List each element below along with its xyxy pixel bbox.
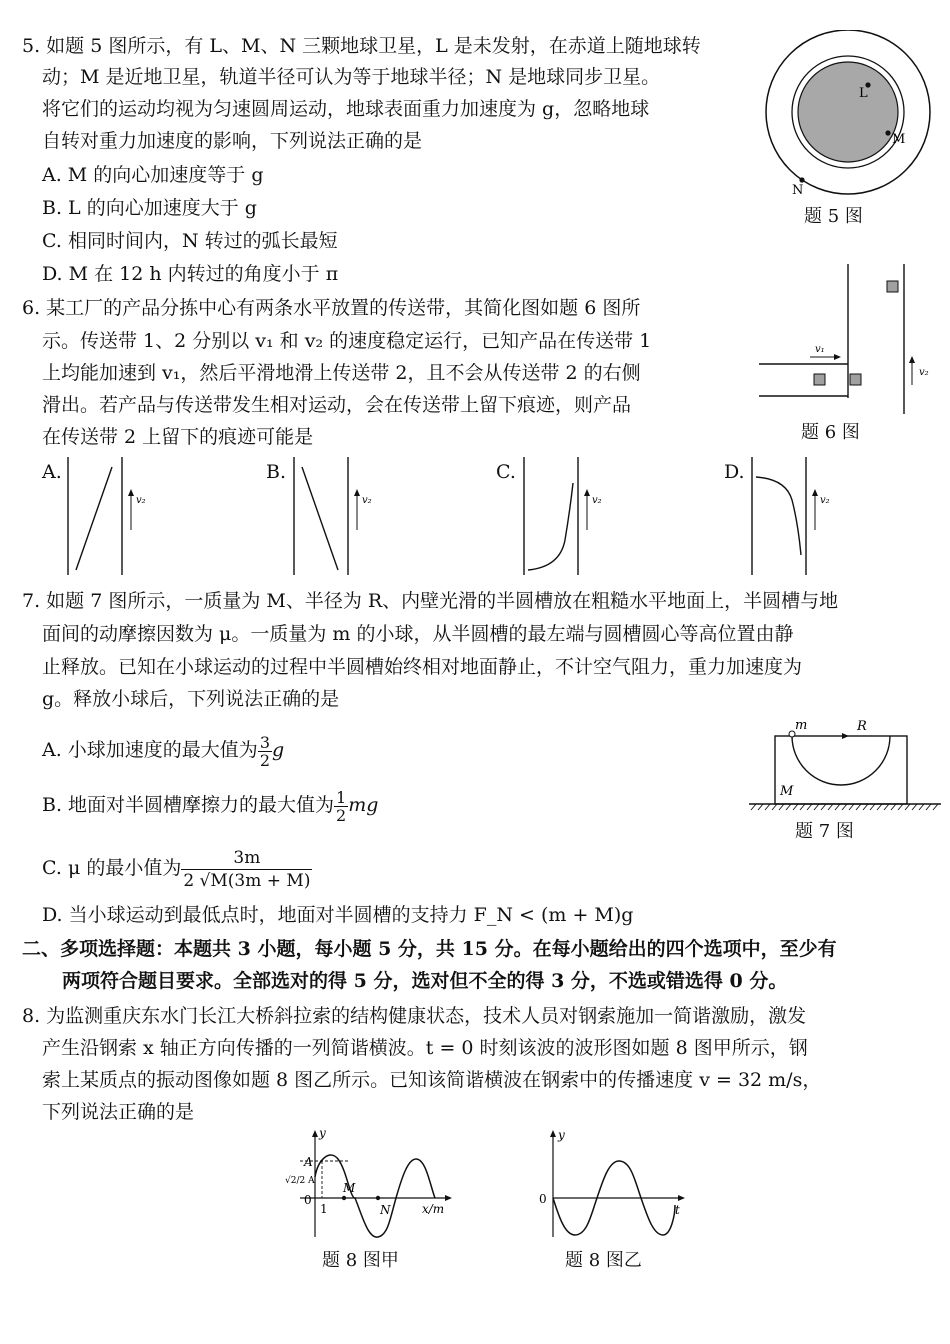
q6-line-3: 上均能加速到 v₁，然后平滑地滑上传送带 2，且不会从传送带 2 的右侧 (42, 362, 641, 384)
q5-option-d: D. M 在 12 h 内转过的角度小于 π (42, 263, 339, 285)
section-2-heading-2: 两项符合题目要求。全部选对的得 5 分，选对但不全的得 3 分，不选或错选得 0 分。 (62, 970, 788, 992)
fig7-big-m: M (780, 784, 794, 799)
fig5-label-l: L (859, 86, 868, 101)
fig8b-caption: 题 8 图乙 (565, 1250, 642, 1271)
q5-line-4: 自转对重力加速度的影响，下列说法正确的是 (42, 130, 423, 152)
fig8a-half: √2/2 A (285, 1176, 315, 1186)
q8-line-3: 索上某质点的振动图像如题 8 图乙所示。已知该简谐横波在钢索中的传播速度 v = 32 m/s， (42, 1069, 822, 1091)
q8-line-1: 8. 为监测重庆东水门长江大桥斜拉索的结构健康状态，技术人员对钢索施加一简谐激励，激发 (22, 1005, 807, 1027)
q7-option-b: B. 地面对半圆槽摩擦力的最大值为 $\frac{1}{2}$ mg (42, 787, 379, 825)
fig8b-zero: 0 (539, 1192, 547, 1206)
svg-text:v₂: v₂ (362, 495, 372, 506)
fig5-label-n: N (792, 183, 804, 198)
q8-line-2: 产生沿钢索 x 轴正方向传播的一列简谐横波。t = 0 时刻该波的波形图如题 8 图甲所示，钢 (42, 1037, 808, 1059)
q6-choice-c-diagram (518, 455, 628, 580)
fig8b-t: t (675, 1203, 680, 1217)
q6-choice-c-label: C. (496, 461, 516, 483)
fig8a-m: M (343, 1181, 356, 1195)
fig8a-caption: 题 8 图甲 (322, 1250, 399, 1271)
q6-choice-b-diagram (288, 455, 398, 580)
figure-7 (745, 712, 945, 817)
q6-line-2: 示。传送带 1、2 分别以 v₁ 和 v₂ 的速度稳定运行，已知产品在传送带 1 (42, 330, 652, 352)
fig8a-y: y (319, 1126, 326, 1140)
q6-choice-d-diagram (746, 455, 856, 580)
q5-line-3: 将它们的运动均视为匀速圆周运动，地球表面重力加速度为 g，忽略地球 (42, 98, 650, 120)
figure-8b (535, 1125, 695, 1243)
section-2-heading-1: 二、多项选择题：本题共 3 小题，每小题 5 分，共 15 分。在每小题给出的四个选项中，至少有 (22, 938, 837, 960)
fig8a-n: N (380, 1203, 391, 1217)
svg-text:v₂: v₂ (136, 495, 146, 506)
q6-line-4: 滑出。若产品与传送带发生相对运动，会在传送带上留下痕迹，则产品 (42, 394, 632, 416)
q5-option-c: C. 相同时间内，N 转过的弧长最短 (42, 230, 338, 252)
q6-choice-b-label: B. (266, 461, 287, 483)
figure-5 (760, 30, 940, 230)
q7-line-2: 面间的动摩擦因数为 μ。一质量为 m 的小球，从半圆槽的最左端与圆槽圆心等高位置由静 (42, 623, 794, 645)
q5-option-b: B. L 的向心加速度大于 g (42, 197, 257, 219)
q7-line-3: 止释放。已知在小球运动的过程中半圆槽始终相对地面静止，不计空气阻力，重力加速度为 (42, 656, 803, 678)
figure-6 (755, 260, 945, 420)
q5-line-2: 动；M 是近地卫星，轨道半径可认为等于地球半径；N 是地球同步卫星。 (42, 66, 661, 88)
fig8a-one: 1 (320, 1202, 328, 1216)
fig8b-y: y (558, 1128, 565, 1142)
figure-8a (280, 1125, 460, 1243)
q7-option-c: C. μ 的最小值为 $\frac{3m}{2 √M(3m + M)}$ (42, 847, 311, 891)
fig5-label-m: M (892, 132, 906, 147)
q5-option-a: A. M 的向心加速度等于 g (42, 164, 264, 186)
fig7-r: R (857, 719, 867, 734)
q6-choice-a-label: A. (42, 461, 62, 483)
fig7-caption: 题 7 图 (795, 821, 854, 842)
q7-line-4: g。释放小球后，下列说法正确的是 (42, 688, 340, 710)
fig6-caption: 题 6 图 (801, 422, 860, 443)
q7-option-d: D. 当小球运动到最低点时，地面对半圆槽的支持力 F_N < (m + M)g (42, 904, 634, 926)
q5-line-1: 5. 如题 5 图所示，有 L、M、N 三颗地球卫星，L 是未发射，在赤道上随地球转 (22, 35, 701, 57)
fig6-v2: v₂ (919, 367, 929, 378)
q7-option-a: A. 小球加速度的最大值为 $\frac{3}{2}$ g (42, 732, 285, 770)
fig8a-a: A (304, 1155, 313, 1169)
q7-line-1: 7. 如题 7 图所示，一质量为 M、半径为 R、内壁光滑的半圆槽放在粗糙水平地面上，半圆槽与地 (22, 590, 839, 612)
q6-choice-a-diagram (62, 455, 172, 580)
fig8a-x: x/m (422, 1202, 445, 1216)
svg-text:v₂: v₂ (592, 495, 602, 506)
q8-line-4: 下列说法正确的是 (42, 1101, 195, 1123)
fig8a-zero: 0 (304, 1193, 312, 1207)
svg-text:v₂: v₂ (820, 495, 830, 506)
fig6-v1: v₁ (815, 344, 825, 355)
q6-choice-d-label: D. (724, 461, 745, 483)
q6-line-1: 6. 某工厂的产品分拣中心有两条水平放置的传送带，其简化图如题 6 图所 (22, 297, 641, 319)
q6-line-5: 在传送带 2 上留下的痕迹可能是 (42, 426, 314, 448)
fig7-m: m (795, 718, 808, 733)
fig5-caption: 题 5 图 (804, 206, 863, 227)
